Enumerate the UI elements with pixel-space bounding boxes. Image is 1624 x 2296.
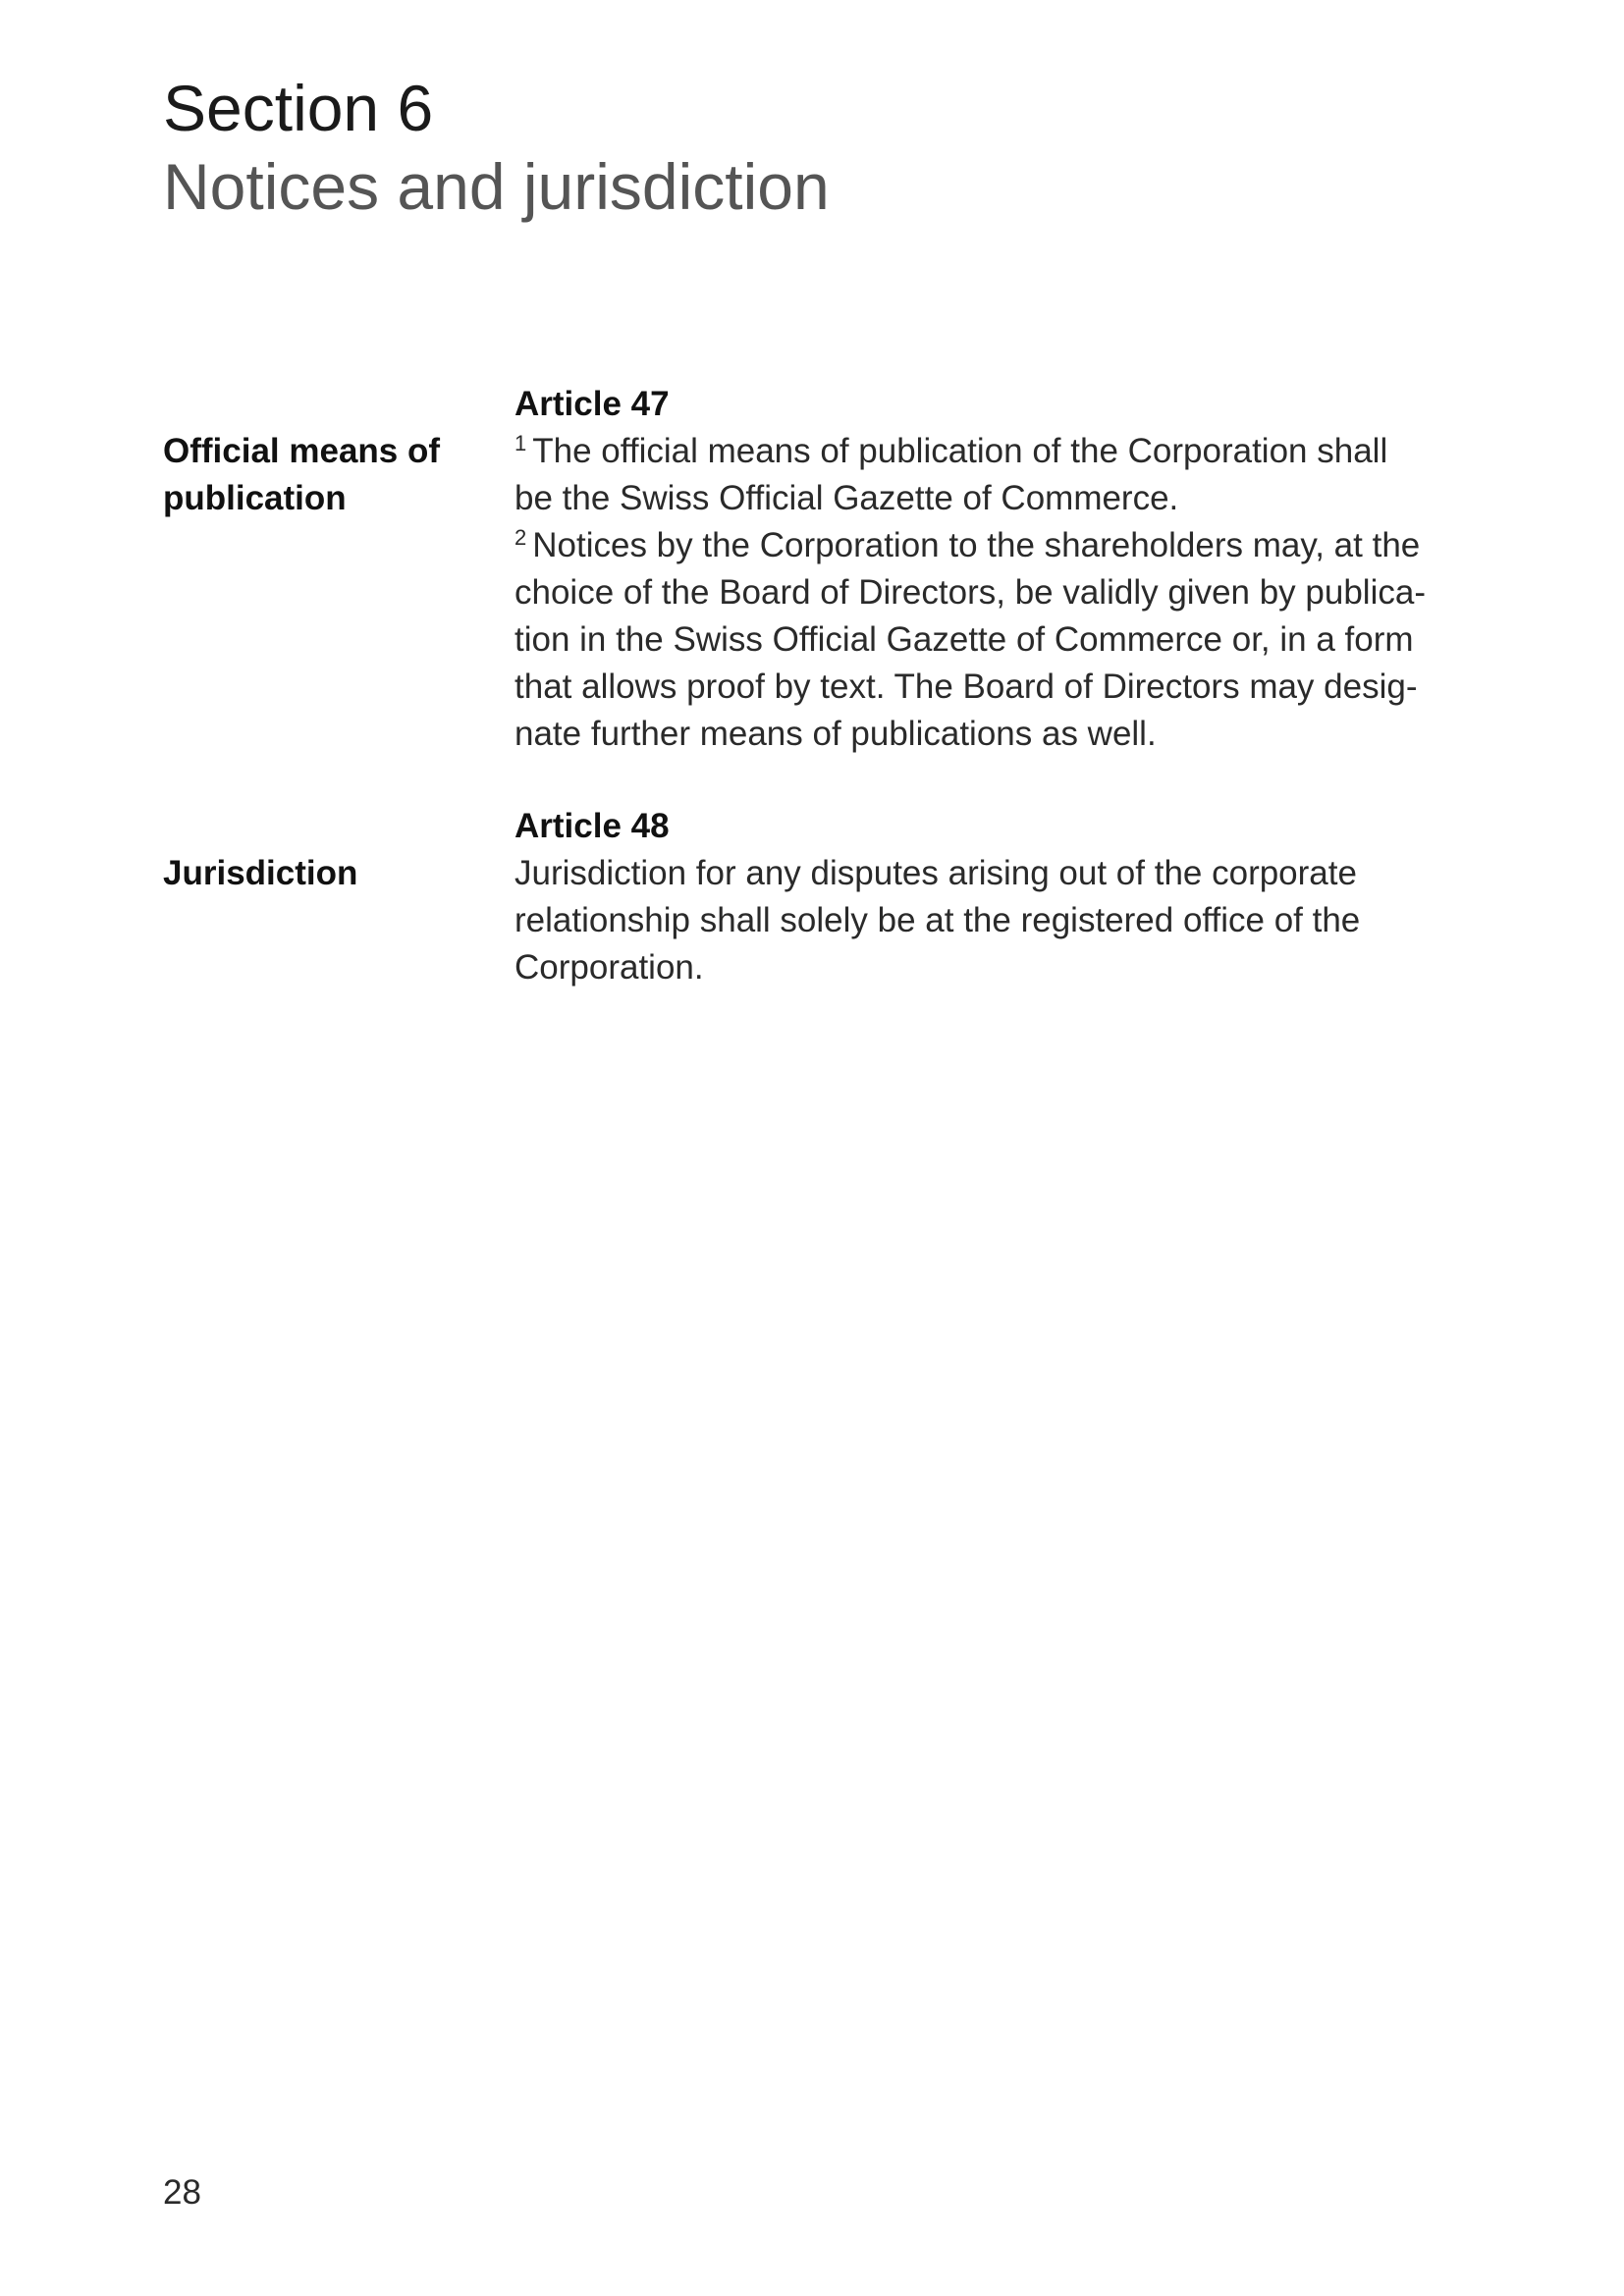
article-body	[514, 428, 1487, 758]
margin-label-line: Jurisdiction	[163, 854, 358, 892]
paragraph-line: nate further means of publications as well.	[514, 715, 1157, 753]
article-heading: Article 48	[514, 807, 670, 845]
paragraph-line: relationship shall solely be at the registered office of the	[514, 901, 1361, 939]
article-body	[514, 850, 1487, 991]
page-header	[163, 69, 1439, 226]
paragraph-line: choice of the Board of Directors, be validly given by publica-	[514, 573, 1426, 612]
paragraph-line: Corporation.	[514, 948, 704, 987]
margin-label-line: Official means of	[163, 432, 441, 470]
article-heading: Article 47	[514, 385, 670, 423]
paragraph-1	[514, 850, 1487, 991]
paragraph-line: tion in the Swiss Official Gazette of Commerce or, in a form	[514, 620, 1414, 659]
paragraph-2	[514, 522, 1487, 758]
paragraph-1	[514, 428, 1487, 522]
paragraph-line: be the Swiss Official Gazette of Commerce.	[514, 479, 1179, 517]
section-number: Section 6	[163, 72, 434, 144]
paragraph-text: Notices by the Corporation to the shareholders may, at the	[532, 526, 1421, 564]
page-number: 28	[163, 2173, 201, 2212]
paragraph-line: that allows proof by text. The Board of Directors may desig-	[514, 667, 1418, 706]
paragraph-line	[514, 522, 1487, 569]
paragraph-number: 1	[514, 431, 527, 455]
paragraph-line	[514, 428, 1487, 475]
paragraph-number: 2	[514, 525, 527, 550]
margin-label-line: publication	[163, 479, 347, 517]
paragraph-text: The official means of publication of the Corporation shall	[532, 432, 1388, 470]
paragraph-line: Jurisdiction for any disputes arising out of the corporate	[514, 854, 1357, 892]
margin-label-official-means	[163, 428, 487, 522]
margin-label-jurisdiction	[163, 850, 487, 897]
section-title: Notices and jurisdiction	[163, 150, 830, 223]
